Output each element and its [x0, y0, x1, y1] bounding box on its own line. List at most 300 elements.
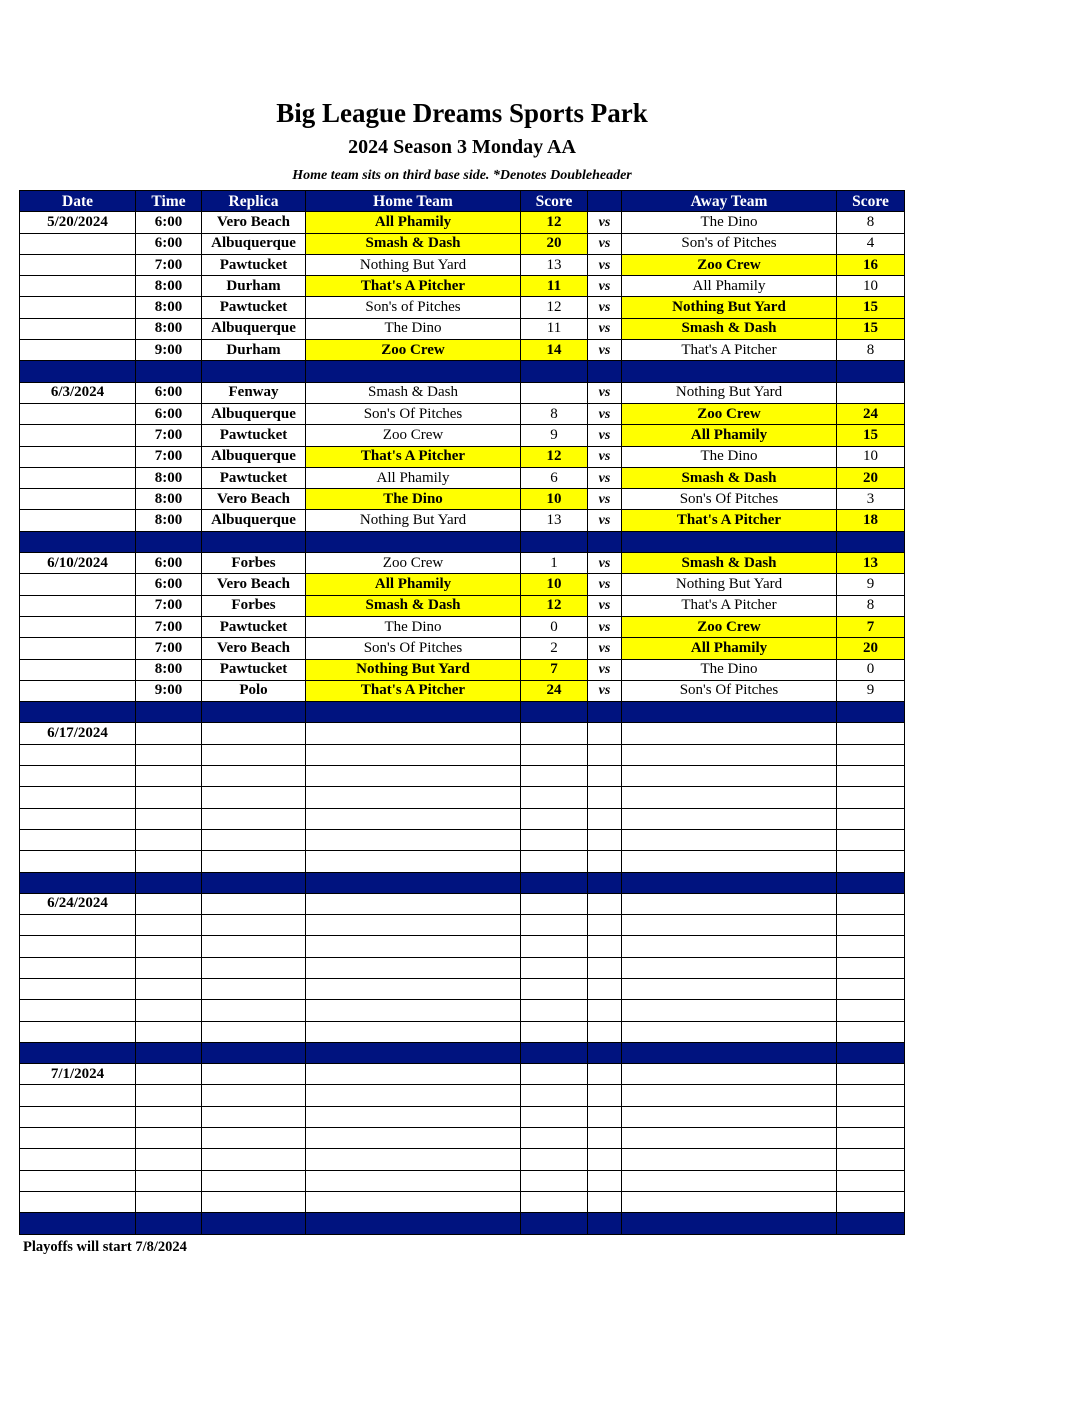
away-team-cell: The Dino	[622, 659, 837, 680]
schedule-note: Home team sits on third base side. *Denotes Doubleheader	[292, 168, 632, 183]
time-cell: 8:00	[136, 297, 202, 318]
replica-field-cell: Durham	[202, 340, 306, 361]
separator-cell	[588, 361, 622, 382]
away-team-cell: Smash & Dash	[622, 553, 837, 574]
home-team-cell: Son's Of Pitches	[306, 403, 521, 424]
away-score-cell	[837, 1000, 905, 1021]
vs-cell: vs	[588, 212, 622, 233]
away-team-cell: Zoo Crew	[622, 403, 837, 424]
separator-cell	[202, 872, 306, 893]
home-team-cell	[306, 1000, 521, 1021]
away-team-cell: Zoo Crew	[622, 616, 837, 637]
replica-field-cell	[202, 915, 306, 936]
date-cell	[20, 467, 136, 488]
time-cell	[136, 829, 202, 850]
home-score-cell	[521, 1064, 588, 1085]
game-row	[20, 510, 905, 531]
away-team-cell: Smash & Dash	[622, 467, 837, 488]
home-score-cell	[521, 1085, 588, 1106]
game-row	[20, 595, 905, 616]
home-score-cell	[521, 851, 588, 872]
away-team-cell	[622, 915, 837, 936]
date-cell: 6/24/2024	[20, 893, 136, 914]
home-score-cell: 12	[521, 212, 588, 233]
away-team-cell: That's A Pitcher	[622, 340, 837, 361]
home-team-cell: The Dino	[306, 489, 521, 510]
home-score-cell	[521, 787, 588, 808]
date-cell	[20, 1191, 136, 1212]
vs-cell	[588, 1170, 622, 1191]
replica-field-cell	[202, 1106, 306, 1127]
week-separator-row	[20, 361, 905, 382]
vs-cell	[588, 808, 622, 829]
away-score-cell: 9	[837, 574, 905, 595]
home-team-cell	[306, 787, 521, 808]
away-score-cell: 3	[837, 489, 905, 510]
home-score-cell	[521, 1106, 588, 1127]
home-team-cell: Smash & Dash	[306, 382, 521, 403]
time-cell: 8:00	[136, 467, 202, 488]
time-cell	[136, 1191, 202, 1212]
away-score-cell	[837, 1106, 905, 1127]
replica-field-cell: Albuquerque	[202, 233, 306, 254]
time-cell: 6:00	[136, 553, 202, 574]
vs-cell	[588, 723, 622, 744]
game-row	[20, 638, 905, 659]
away-team-cell: That's A Pitcher	[622, 595, 837, 616]
vs-cell: vs	[588, 297, 622, 318]
game-row	[20, 446, 905, 467]
time-cell: 7:00	[136, 595, 202, 616]
vs-cell	[588, 851, 622, 872]
separator-cell	[588, 702, 622, 723]
vs-cell: vs	[588, 553, 622, 574]
date-cell	[20, 638, 136, 659]
away-score-cell	[837, 1085, 905, 1106]
home-score-cell	[521, 893, 588, 914]
time-cell: 6:00	[136, 574, 202, 595]
home-score-cell: 10	[521, 489, 588, 510]
vs-cell: vs	[588, 425, 622, 446]
vs-cell: vs	[588, 254, 622, 275]
vs-cell	[588, 1106, 622, 1127]
date-cell	[20, 1149, 136, 1170]
game-row	[20, 1170, 905, 1191]
home-team-cell	[306, 1170, 521, 1191]
home-score-cell: 1	[521, 553, 588, 574]
separator-cell	[521, 702, 588, 723]
separator-cell	[306, 361, 521, 382]
date-cell	[20, 1128, 136, 1149]
time-cell: 6:00	[136, 403, 202, 424]
game-row	[20, 318, 905, 339]
separator-cell	[202, 531, 306, 552]
date-cell	[20, 1085, 136, 1106]
separator-cell	[837, 1042, 905, 1063]
week-separator-row	[20, 872, 905, 893]
time-cell: 8:00	[136, 318, 202, 339]
away-team-cell: Smash & Dash	[622, 318, 837, 339]
separator-cell	[588, 872, 622, 893]
home-score-cell: 8	[521, 403, 588, 424]
away-team-cell	[622, 744, 837, 765]
col-header-date: Date	[20, 191, 136, 212]
date-cell	[20, 297, 136, 318]
separator-cell	[521, 361, 588, 382]
away-team-cell: Zoo Crew	[622, 254, 837, 275]
replica-field-cell: Vero Beach	[202, 574, 306, 595]
away-team-cell: Son's Of Pitches	[622, 489, 837, 510]
replica-field-cell: Pawtucket	[202, 467, 306, 488]
separator-cell	[521, 1042, 588, 1063]
week-separator-row	[20, 1213, 905, 1234]
replica-field-cell	[202, 978, 306, 999]
home-team-cell	[306, 978, 521, 999]
vs-cell	[588, 1191, 622, 1212]
vs-cell	[588, 829, 622, 850]
replica-field-cell	[202, 808, 306, 829]
col-header-home-team: Home Team	[306, 191, 521, 212]
home-team-cell: That's A Pitcher	[306, 446, 521, 467]
away-score-cell: 8	[837, 595, 905, 616]
home-team-cell: Nothing But Yard	[306, 659, 521, 680]
replica-field-cell: Fenway	[202, 382, 306, 403]
separator-cell	[136, 531, 202, 552]
home-team-cell	[306, 957, 521, 978]
separator-cell	[202, 1213, 306, 1234]
home-team-cell: Zoo Crew	[306, 425, 521, 446]
home-team-cell: The Dino	[306, 318, 521, 339]
home-score-cell	[521, 766, 588, 787]
replica-field-cell	[202, 766, 306, 787]
away-score-cell: 8	[837, 212, 905, 233]
away-team-cell: All Phamily	[622, 425, 837, 446]
date-cell: 6/3/2024	[20, 382, 136, 403]
vs-cell	[588, 787, 622, 808]
separator-cell	[20, 1213, 136, 1234]
game-row	[20, 893, 905, 914]
vs-cell: vs	[588, 446, 622, 467]
game-row	[20, 297, 905, 318]
away-team-cell	[622, 851, 837, 872]
away-team-cell: The Dino	[622, 446, 837, 467]
home-score-cell: 20	[521, 233, 588, 254]
away-score-cell	[837, 1021, 905, 1042]
away-score-cell	[837, 382, 905, 403]
time-cell: 6:00	[136, 233, 202, 254]
separator-cell	[20, 1042, 136, 1063]
home-team-cell	[306, 1128, 521, 1149]
separator-cell	[20, 702, 136, 723]
time-cell	[136, 1170, 202, 1191]
time-cell: 8:00	[136, 276, 202, 297]
game-row	[20, 1106, 905, 1127]
away-score-cell	[837, 1170, 905, 1191]
date-cell	[20, 254, 136, 275]
separator-cell	[837, 361, 905, 382]
game-row	[20, 659, 905, 680]
time-cell: 8:00	[136, 489, 202, 510]
home-score-cell: 12	[521, 595, 588, 616]
home-team-cell	[306, 851, 521, 872]
time-cell: 7:00	[136, 254, 202, 275]
replica-field-cell	[202, 723, 306, 744]
time-cell	[136, 1128, 202, 1149]
home-team-cell: Zoo Crew	[306, 340, 521, 361]
home-score-cell: 11	[521, 276, 588, 297]
vs-cell	[588, 1064, 622, 1085]
game-row	[20, 616, 905, 637]
date-cell: 5/20/2024	[20, 212, 136, 233]
away-score-cell	[837, 1149, 905, 1170]
time-cell	[136, 936, 202, 957]
game-row	[20, 723, 905, 744]
home-team-cell	[306, 893, 521, 914]
game-row	[20, 212, 905, 233]
home-team-cell: All Phamily	[306, 467, 521, 488]
home-team-cell	[306, 829, 521, 850]
away-team-cell	[622, 1064, 837, 1085]
time-cell	[136, 1149, 202, 1170]
away-team-cell: All Phamily	[622, 638, 837, 659]
game-row	[20, 915, 905, 936]
away-score-cell: 13	[837, 553, 905, 574]
replica-field-cell: Pawtucket	[202, 425, 306, 446]
away-score-cell	[837, 723, 905, 744]
away-score-cell	[837, 915, 905, 936]
away-score-cell	[837, 829, 905, 850]
separator-cell	[306, 531, 521, 552]
home-team-cell: Zoo Crew	[306, 553, 521, 574]
date-cell	[20, 574, 136, 595]
vs-cell: vs	[588, 467, 622, 488]
vs-cell	[588, 936, 622, 957]
vs-cell	[588, 957, 622, 978]
home-score-cell	[521, 1149, 588, 1170]
home-score-cell	[521, 936, 588, 957]
date-cell	[20, 233, 136, 254]
separator-cell	[622, 702, 837, 723]
away-score-cell	[837, 978, 905, 999]
away-team-cell	[622, 766, 837, 787]
replica-field-cell	[202, 957, 306, 978]
home-score-cell: 7	[521, 659, 588, 680]
home-score-cell: 0	[521, 616, 588, 637]
home-team-cell: Son's of Pitches	[306, 297, 521, 318]
separator-cell	[136, 1042, 202, 1063]
date-cell	[20, 1106, 136, 1127]
replica-field-cell	[202, 851, 306, 872]
away-team-cell	[622, 957, 837, 978]
away-team-cell: The Dino	[622, 212, 837, 233]
separator-cell	[20, 531, 136, 552]
separator-cell	[202, 1042, 306, 1063]
date-cell	[20, 851, 136, 872]
time-cell	[136, 893, 202, 914]
home-score-cell	[521, 978, 588, 999]
home-score-cell: 14	[521, 340, 588, 361]
date-cell	[20, 1170, 136, 1191]
home-score-cell: 13	[521, 254, 588, 275]
separator-cell	[837, 1213, 905, 1234]
separator-cell	[588, 1213, 622, 1234]
home-score-cell: 12	[521, 297, 588, 318]
away-team-cell: Nothing But Yard	[622, 574, 837, 595]
away-score-cell	[837, 1064, 905, 1085]
time-cell	[136, 744, 202, 765]
separator-cell	[622, 1213, 837, 1234]
time-cell	[136, 766, 202, 787]
away-team-cell	[622, 1149, 837, 1170]
time-cell	[136, 1085, 202, 1106]
away-team-cell: That's A Pitcher	[622, 510, 837, 531]
separator-cell	[521, 531, 588, 552]
replica-field-cell	[202, 1085, 306, 1106]
home-score-cell	[521, 915, 588, 936]
date-cell: 6/17/2024	[20, 723, 136, 744]
week-separator-row	[20, 1042, 905, 1063]
col-header-away-score: Score	[837, 191, 905, 212]
date-cell: 7/1/2024	[20, 1064, 136, 1085]
away-score-cell: 10	[837, 446, 905, 467]
date-cell	[20, 808, 136, 829]
separator-cell	[136, 361, 202, 382]
replica-field-cell	[202, 744, 306, 765]
away-team-cell	[622, 1170, 837, 1191]
away-score-cell	[837, 851, 905, 872]
home-score-cell	[521, 382, 588, 403]
home-team-cell: That's A Pitcher	[306, 276, 521, 297]
vs-cell	[588, 766, 622, 787]
replica-field-cell: Pawtucket	[202, 297, 306, 318]
home-team-cell	[306, 936, 521, 957]
week-separator-row	[20, 702, 905, 723]
game-row	[20, 1085, 905, 1106]
vs-cell: vs	[588, 340, 622, 361]
time-cell: 7:00	[136, 425, 202, 446]
separator-cell	[306, 872, 521, 893]
separator-cell	[20, 361, 136, 382]
game-row	[20, 403, 905, 424]
date-cell	[20, 340, 136, 361]
separator-cell	[588, 1042, 622, 1063]
col-header-vs	[588, 191, 622, 212]
replica-field-cell: Durham	[202, 276, 306, 297]
away-team-cell	[622, 1106, 837, 1127]
game-row	[20, 1128, 905, 1149]
away-score-cell	[837, 766, 905, 787]
game-row	[20, 680, 905, 701]
away-score-cell	[837, 1191, 905, 1212]
date-cell	[20, 1021, 136, 1042]
separator-cell	[588, 531, 622, 552]
replica-field-cell	[202, 787, 306, 808]
vs-cell: vs	[588, 638, 622, 659]
game-row	[20, 1064, 905, 1085]
time-cell: 7:00	[136, 446, 202, 467]
home-score-cell: 24	[521, 680, 588, 701]
vs-cell	[588, 893, 622, 914]
col-header-away-team: Away Team	[622, 191, 837, 212]
game-row	[20, 467, 905, 488]
away-team-cell	[622, 808, 837, 829]
game-row	[20, 1021, 905, 1042]
separator-cell	[622, 361, 837, 382]
time-cell: 8:00	[136, 659, 202, 680]
game-row	[20, 787, 905, 808]
away-score-cell: 15	[837, 425, 905, 446]
schedule-table	[19, 190, 905, 1235]
replica-field-cell	[202, 1128, 306, 1149]
vs-cell	[588, 1000, 622, 1021]
game-row	[20, 1149, 905, 1170]
separator-cell	[306, 1042, 521, 1063]
away-score-cell: 15	[837, 318, 905, 339]
home-team-cell: That's A Pitcher	[306, 680, 521, 701]
time-cell: 7:00	[136, 638, 202, 659]
home-score-cell	[521, 808, 588, 829]
time-cell	[136, 1106, 202, 1127]
away-team-cell	[622, 1128, 837, 1149]
away-score-cell: 24	[837, 403, 905, 424]
vs-cell: vs	[588, 680, 622, 701]
home-score-cell: 13	[521, 510, 588, 531]
home-team-cell	[306, 723, 521, 744]
away-score-cell: 8	[837, 340, 905, 361]
date-cell	[20, 787, 136, 808]
col-header-replica: Replica	[202, 191, 306, 212]
time-cell	[136, 957, 202, 978]
away-score-cell: 20	[837, 638, 905, 659]
game-row	[20, 254, 905, 275]
vs-cell: vs	[588, 595, 622, 616]
away-team-cell	[622, 723, 837, 744]
home-score-cell: 10	[521, 574, 588, 595]
home-team-cell	[306, 1085, 521, 1106]
away-team-cell	[622, 787, 837, 808]
col-header-home-score: Score	[521, 191, 588, 212]
home-score-cell: 12	[521, 446, 588, 467]
time-cell	[136, 1064, 202, 1085]
game-row	[20, 553, 905, 574]
separator-cell	[622, 872, 837, 893]
vs-cell	[588, 915, 622, 936]
date-cell: 6/10/2024	[20, 553, 136, 574]
away-score-cell: 20	[837, 467, 905, 488]
home-score-cell	[521, 744, 588, 765]
replica-field-cell: Albuquerque	[202, 510, 306, 531]
game-row	[20, 382, 905, 403]
time-cell	[136, 851, 202, 872]
away-score-cell	[837, 893, 905, 914]
date-cell	[20, 1000, 136, 1021]
week-separator-row	[20, 531, 905, 552]
away-score-cell: 16	[837, 254, 905, 275]
away-team-cell	[622, 893, 837, 914]
away-score-cell: 4	[837, 233, 905, 254]
vs-cell: vs	[588, 616, 622, 637]
game-row	[20, 744, 905, 765]
replica-field-cell: Forbes	[202, 595, 306, 616]
time-cell: 6:00	[136, 382, 202, 403]
away-team-cell	[622, 829, 837, 850]
away-score-cell: 7	[837, 616, 905, 637]
vs-cell	[588, 978, 622, 999]
time-cell: 9:00	[136, 340, 202, 361]
away-team-cell: Nothing But Yard	[622, 297, 837, 318]
date-cell	[20, 403, 136, 424]
replica-field-cell: Forbes	[202, 553, 306, 574]
